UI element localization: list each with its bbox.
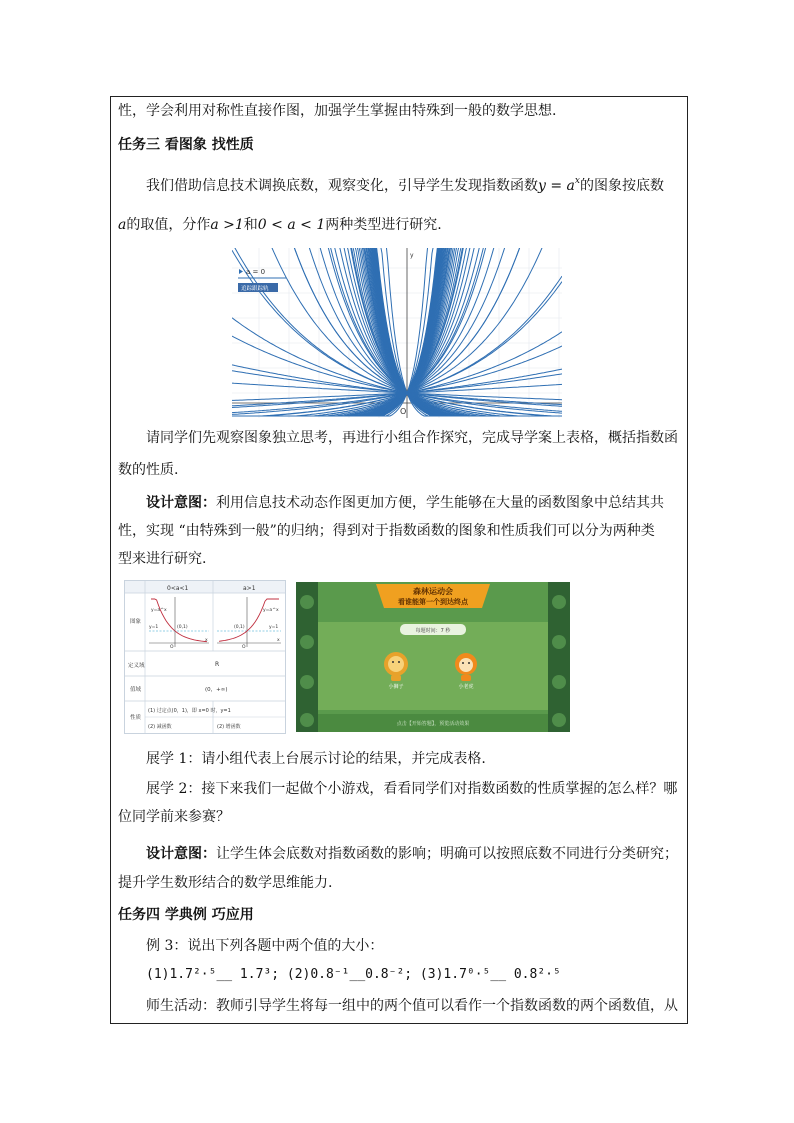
prop-fixed-point: (1) 过定点(0，1)，即 x=0 时，y=1 <box>148 708 231 714</box>
game-title-1: 森林运动会 <box>413 587 453 596</box>
trace-button[interactable] <box>238 283 278 292</box>
svg-text:(0,1): (0,1) <box>234 625 245 630</box>
row-image: 图象 <box>130 619 142 625</box>
paragraph-16: 师生活动：教师引导学生将每一组中的两个值可以看作一个指数函数的两个函数值，从 <box>146 998 678 1014</box>
y-axis-label: y <box>410 252 414 259</box>
col-0a1: 0<a<1 <box>167 585 189 592</box>
col-a-gt-1: a>1 <box>243 585 256 592</box>
player-lion: 小狮子 <box>388 684 404 690</box>
svg-text:x: x <box>277 638 280 643</box>
origin-label: O <box>400 407 407 416</box>
svg-text:O: O <box>170 645 174 650</box>
paragraph-7: 性，实现 “由特殊到一般”的归纳；得到对于指数函数的图象和性质我们可以分为两种类 <box>118 523 655 539</box>
paragraph-10: 展学 2：接下来我们一起做个小游戏，看看同学们对指数函数的性质掌握的怎么样？哪 <box>146 781 678 797</box>
properties-table <box>124 580 286 734</box>
paragraph-9: 展学 1：请小组代表上台展示讨论的结果，并完成表格. <box>146 751 486 767</box>
paragraph-6: 设计意图：利用信息技术动态作图更加方便，学生能够在大量的函数图象中总结其共 <box>146 495 664 511</box>
svg-text:(0,1): (0,1) <box>177 625 188 630</box>
paragraph-2: 我们借助信息技术调换底数，观察变化，引导学生发现指数函数$y = a^x$的图象按底数 <box>146 176 664 194</box>
task3-heading: 任务三 看图象 找性质 <box>118 137 254 153</box>
paragraph-4: 请同学们先观察图象独立思考，再进行小组合作探究，完成导学案上表格，概括指数函 <box>146 430 678 446</box>
paragraph-12: 设计意图：让学生体会底数对指数函数的影响；明确可以按照底数不同进行分类研究； <box>146 846 678 862</box>
exponential-family-graph <box>232 248 562 418</box>
start-hint: 点击【开始答题】，预览活动效果 <box>396 721 470 727</box>
forest-game-screenshot <box>296 582 570 732</box>
game-timer: 每题时间：7 秒 <box>415 628 451 634</box>
range-value: (0，+∞) <box>205 687 228 693</box>
trace-button-label: 追踪跟踪轨 <box>241 286 269 292</box>
row-domain: 定义域 <box>128 663 145 669</box>
player-tiger: 小老虎 <box>458 684 474 690</box>
prop-increasing: (2) 增函数 <box>217 724 241 730</box>
svg-text:y=a^x: y=a^x <box>151 608 167 613</box>
domain-value: R <box>215 661 220 668</box>
svg-text:y=1: y=1 <box>149 625 159 630</box>
svg-text:O: O <box>242 645 246 650</box>
example-3-items: (1)1.7²·⁵__ 1.7³; (2)0.8⁻¹__0.8⁻²; (3)1.7⁰·⁵__ 0.8²·⁵ <box>146 967 561 982</box>
paragraph-3: a的取值，分作a >1和0 < a < 1两种类型进行研究. <box>118 217 442 233</box>
task4-heading: 任务四 学典例 巧应用 <box>118 907 254 923</box>
paragraph-13: 提升学生数形结合的数学思维能力. <box>118 875 333 891</box>
paragraph-5: 数的性质. <box>118 462 179 478</box>
prop-decreasing: (2) 减函数 <box>148 724 172 730</box>
paragraph-8: 型来进行研究. <box>118 551 207 567</box>
row-props: 性质 <box>130 715 142 721</box>
row-range: 值域 <box>130 687 142 693</box>
paragraph-11: 位同学前来参赛？ <box>118 809 230 825</box>
svg-text:x: x <box>205 638 208 643</box>
slider-label: a = 0 <box>246 268 266 276</box>
svg-text:y=a^x: y=a^x <box>263 608 279 613</box>
example-3: 例 3：说出下列各题中两个值的大小： <box>146 938 384 954</box>
game-title-2: 看谁能第一个到达终点 <box>398 598 468 606</box>
formula-y-eq-a: y = a <box>538 178 575 194</box>
svg-text:y=1: y=1 <box>269 625 279 630</box>
paragraph-1: 性，学会利用对称性直接作图，加强学生掌握由特殊到一般的数学思想. <box>118 103 557 119</box>
